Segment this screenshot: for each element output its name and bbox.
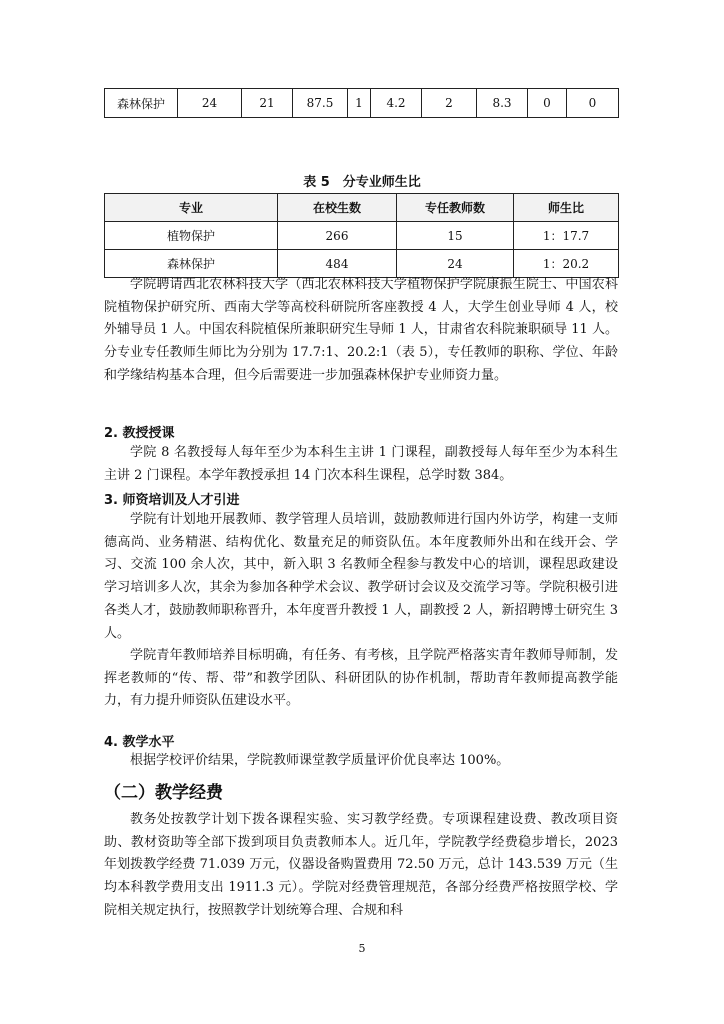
table-cell: 24 [178,89,242,118]
table-cell: 87.5 [293,89,348,118]
table-cell: 森林保护 [105,89,178,118]
table-row [105,89,619,118]
table-cell: 15 [397,222,514,250]
table-cell: 1 [348,89,371,118]
table-cell: 0 [528,89,567,118]
paragraph: 学院聘请西北农林科技大学（西北农林科技大学植物保护学院康振生院士、中国农科院植物保护研究所、西南大学等高校科研院所客座教授 4 人，大学生创业导师 4 人，校外辅导员 1 人。中国农科院植保所兼职研究生导师 1 人，甘肃省农科院兼职硕导 11 人。分专业专任教师生师比为分别为 17.7:1、20.2:1（表 5），专任教师的职称、学位、年龄和学缘结构基本合理，但今后需要进一步加强森林保护专业师资力量。 [104,277,618,383]
paragraph: 学院有计划地开展教师、教学管理人员培训，鼓励教师进行国内外访学，构建一支师德高尚、业务精湛、结构优化、数量充足的师资队伍。本年度教师外出和在线开会、学习、交流 100 余人次，其中，新入职 3 名教师全程参与教发中心的培训，课程思政建设学习培训多人次，其余为参加各种学术会议、教学研讨会议及交流学习等。学院积极引进各类人才，鼓励教师职称晋升，本年度晋升教授 1 人，副教授 2 人，新招聘博士研究生 3 人。 [104,512,618,641]
table-cell: 266 [278,222,397,250]
column-header: 专任教师数 [397,194,514,222]
table-cell: 2 [422,89,477,118]
enrollment-table-fragment [104,88,619,118]
chapter-heading: （二）教学经费 [104,783,223,803]
table-cell: 8.3 [477,89,528,118]
page-number: 5 [358,942,366,955]
table-cell: 484 [278,250,397,278]
table-caption: 表 5 分专业师生比 [303,175,421,190]
table-cell: 24 [397,250,514,278]
paragraph: 学院青年教师培养目标明确，有任务、有考核，且学院严格落实青年教师导师制，发挥老教师的“传、帮、带”和教学团队、科研团队的协作机制，帮助青年教师提高教学能力，有力提升师资队伍建设水平。 [104,648,618,709]
table-cell: 植物保护 [105,222,278,250]
paragraph: 学院 8 名教授每人每年至少为本科生主讲 1 门课程，副教授每人每年至少为本科生主讲 2 门课程。本学年教授承担 14 门次本科生课程，总学时数 384。 [104,445,618,483]
teacher-student-ratio-table [104,193,619,278]
section-heading: 3. 师资培训及人才引进 [104,493,240,508]
paragraph: 教务处按教学计划下拨各课程实验、实习教学经费。专项课程建设费、教改项目资助、教材资助等全部下拨到项目负责教师本人。近几年，学院教学经费稳步增长，2023 年划拨教学经费 71.039 万元，仪器设备购置费用 72.50 万元，总计 143.539 万元（生均本科教学费用支出 1911.3 元）。学院对经费管理规范，各部分经费严格按照学校、学院相关规定执行，按照教学计划统筹合理、合规和科 [104,812,618,918]
column-header: 专业 [105,194,278,222]
table-cell: 1：17.7 [514,222,619,250]
column-header: 在校生数 [278,194,397,222]
table-row [105,222,619,250]
table-cell: 1：20.2 [514,250,619,278]
table-header-row [105,194,619,222]
column-header: 师生比 [514,194,619,222]
section-heading: 4. 教学水平 [104,735,175,750]
table-cell: 21 [242,89,293,118]
table-cell: 森林保护 [105,250,278,278]
table-cell: 0 [567,89,619,118]
paragraph: 根据学校评价结果，学院教师课堂教学质量评价优良率达 100%。 [130,753,510,768]
table-cell: 4.2 [371,89,422,118]
section-heading: 2. 教授授课 [104,426,175,441]
